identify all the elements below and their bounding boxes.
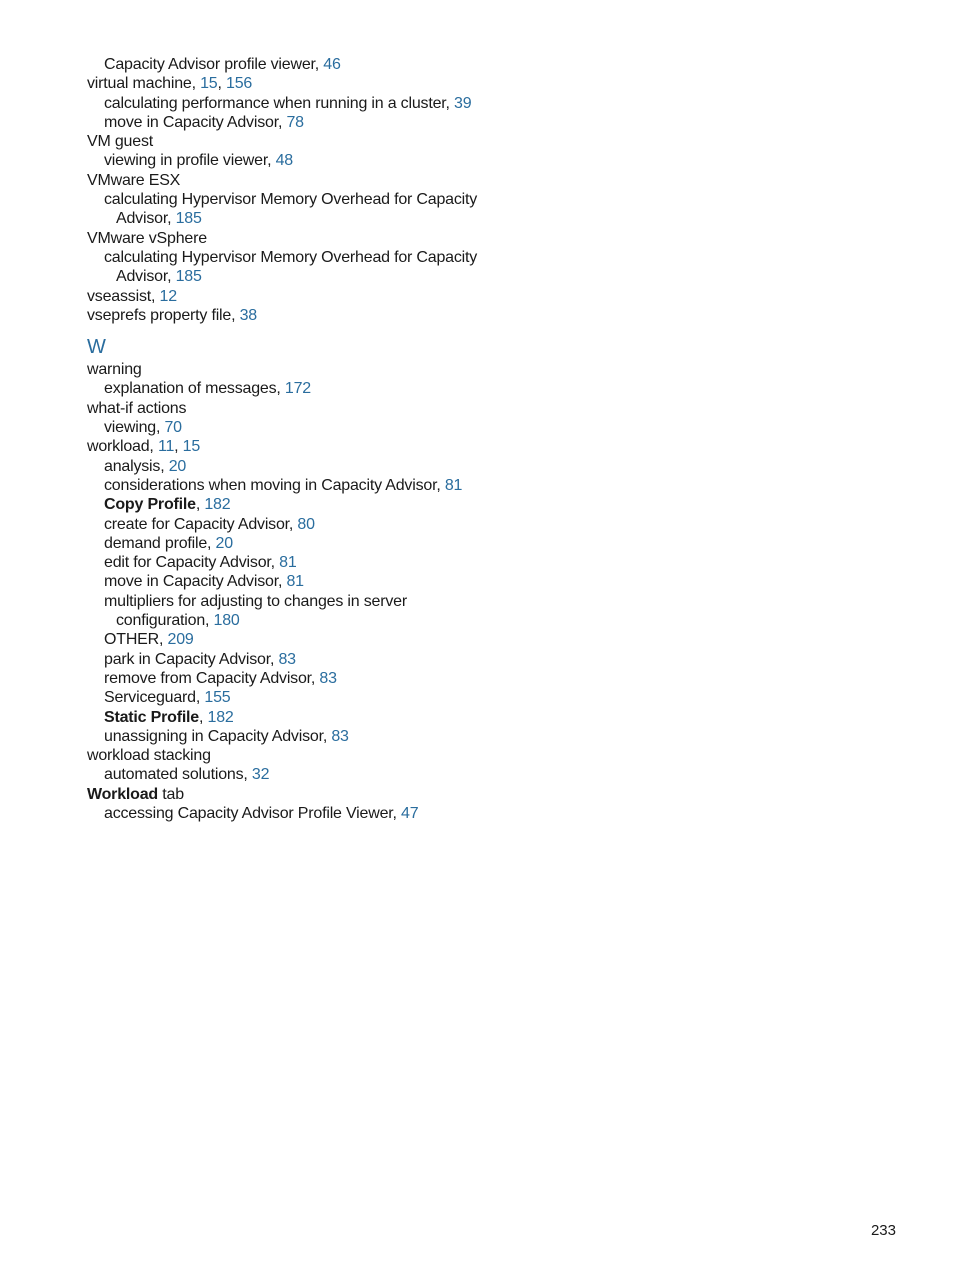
page-reference-link[interactable]: 185 xyxy=(175,210,202,228)
entry-text: , xyxy=(195,496,205,514)
index-entry xyxy=(87,360,607,379)
entry-text: OTHER, xyxy=(104,631,168,649)
index-subentry xyxy=(87,727,607,746)
index-subentry xyxy=(87,553,607,572)
entry-text: automated solutions, xyxy=(104,766,252,784)
page-reference-link[interactable]: 39 xyxy=(454,94,472,112)
entry-text: VMware ESX xyxy=(87,171,181,189)
page-reference-link[interactable]: 83 xyxy=(331,727,349,745)
index-subentry xyxy=(87,248,607,267)
page-reference-link[interactable]: 11 xyxy=(157,438,175,456)
index-subentry xyxy=(87,457,607,476)
page-reference-link[interactable]: 185 xyxy=(175,268,202,286)
entry-text: virtual machine, xyxy=(87,75,201,93)
entry-text: , xyxy=(217,75,226,93)
entry-text: Advisor, xyxy=(116,268,176,286)
entry-text: VM guest xyxy=(87,133,153,151)
index-subentry xyxy=(87,515,607,534)
entry-text: calculating performance when running in a cluster, xyxy=(104,94,455,112)
index-subentry xyxy=(87,151,607,170)
index-subentry xyxy=(87,476,607,495)
index-subentry xyxy=(87,592,607,611)
entry-text: , xyxy=(199,708,208,726)
entry-text: tab xyxy=(158,785,184,803)
index-entry xyxy=(87,229,607,248)
entry-term-bold: Static Profile xyxy=(104,708,200,726)
entry-text: viewing, xyxy=(104,419,165,437)
page-reference-link[interactable]: 83 xyxy=(278,650,296,668)
index-entry xyxy=(87,746,607,765)
entry-text: warning xyxy=(87,361,142,379)
entry-text: VMware vSphere xyxy=(87,229,207,247)
entry-text: vseprefs property file, xyxy=(87,306,240,324)
entry-text: viewing in profile viewer, xyxy=(104,152,276,170)
entry-text: park in Capacity Advisor, xyxy=(104,650,279,668)
index-entry xyxy=(87,132,607,151)
entry-term-bold: Workload xyxy=(87,785,159,803)
page-reference-link[interactable]: 156 xyxy=(226,75,253,93)
entry-text: Advisor, xyxy=(116,210,176,228)
entry-text: calculating Hypervisor Memory Overhead for Capacity xyxy=(104,191,478,209)
entry-text: edit for Capacity Advisor, xyxy=(104,554,280,572)
index-section-heading: W xyxy=(87,336,106,359)
page-reference-link[interactable]: 15 xyxy=(200,75,218,93)
page-reference-link[interactable]: 155 xyxy=(204,689,231,707)
index-subentry xyxy=(87,650,607,669)
entry-text: configuration, xyxy=(116,612,214,630)
page-reference-link[interactable]: 20 xyxy=(168,457,187,475)
page-reference-link[interactable]: 70 xyxy=(164,419,182,437)
page-reference-link[interactable]: 20 xyxy=(215,534,233,552)
page-reference-link[interactable]: 182 xyxy=(207,708,234,726)
entry-text: explanation of messages, xyxy=(104,380,285,398)
index-entry xyxy=(87,437,607,456)
index-entry xyxy=(87,74,607,93)
index-subentry xyxy=(87,209,607,228)
page-reference-link[interactable]: 83 xyxy=(319,669,337,687)
page-reference-link[interactable]: 47 xyxy=(401,804,419,822)
page-reference-link[interactable]: 78 xyxy=(286,113,304,131)
entry-text: move in Capacity Advisor, xyxy=(104,573,287,591)
entry-text: what-if actions xyxy=(87,399,187,417)
entry-text: analysis, xyxy=(104,457,169,475)
index-subentry xyxy=(87,113,607,132)
index-subentry xyxy=(87,534,607,553)
page-reference-link[interactable]: 81 xyxy=(279,554,297,572)
entry-text: move in Capacity Advisor, xyxy=(104,113,287,131)
index-subentry xyxy=(87,495,607,514)
index-subentry xyxy=(87,630,607,649)
index-subentry xyxy=(87,611,607,630)
entry-term-bold: Copy Profile xyxy=(104,496,196,514)
page-reference-link[interactable]: 81 xyxy=(444,476,463,494)
index-subentry xyxy=(87,708,607,727)
index-entry xyxy=(87,785,607,804)
page-reference-link[interactable]: 32 xyxy=(251,766,270,784)
entry-text: accessing Capacity Advisor Profile Viewer, xyxy=(104,804,402,822)
entry-text: create for Capacity Advisor, xyxy=(104,515,298,533)
index-subentry xyxy=(87,94,607,113)
index-subentry xyxy=(87,688,607,707)
index-entry xyxy=(87,399,607,418)
page-number: 233 xyxy=(870,1222,896,1239)
entry-text: calculating Hypervisor Memory Overhead for Capacity xyxy=(104,248,478,266)
entry-text: workload stacking xyxy=(87,747,211,765)
entry-text: remove from Capacity Advisor, xyxy=(104,669,320,687)
index-subentry xyxy=(87,418,607,437)
entry-text: demand profile, xyxy=(104,534,216,552)
index-subentry xyxy=(87,669,607,688)
index-entry xyxy=(87,287,607,306)
index-subentry xyxy=(87,572,607,591)
page-reference-link[interactable]: 209 xyxy=(167,631,194,649)
index-subentry xyxy=(87,267,607,286)
index-subentry xyxy=(87,379,607,398)
page-reference-link[interactable]: 172 xyxy=(284,380,312,398)
page-reference-link[interactable]: 38 xyxy=(239,306,258,324)
index-entry xyxy=(87,306,607,325)
entry-text: Capacity Advisor profile viewer, xyxy=(104,56,324,73)
index-subentry xyxy=(87,190,607,209)
page-reference-link[interactable]: 80 xyxy=(297,515,315,533)
index-subentry xyxy=(87,765,607,784)
page-reference-link[interactable]: 180 xyxy=(213,612,240,630)
entry-text: workload, xyxy=(87,438,158,456)
index-entry xyxy=(87,171,607,190)
entry-text: multipliers for adjusting to changes in server xyxy=(104,592,407,610)
page-reference-link[interactable]: 81 xyxy=(286,573,304,591)
entry-text: vseassist, xyxy=(87,287,160,305)
page-reference-link[interactable]: 48 xyxy=(275,152,293,170)
entry-text: unassigning in Capacity Advisor, xyxy=(104,727,332,745)
page-reference-link[interactable]: 12 xyxy=(159,287,177,305)
index-column xyxy=(87,55,607,823)
entry-text: , xyxy=(174,438,183,456)
index-subentry xyxy=(87,55,607,74)
entry-text: Serviceguard, xyxy=(104,689,205,707)
page-reference-link[interactable]: 46 xyxy=(323,56,341,73)
entry-text: considerations when moving in Capacity Advisor, xyxy=(104,476,445,494)
page-reference-link[interactable]: 15 xyxy=(182,438,201,456)
page-reference-link[interactable]: 182 xyxy=(204,496,231,514)
index-subentry xyxy=(87,804,607,823)
